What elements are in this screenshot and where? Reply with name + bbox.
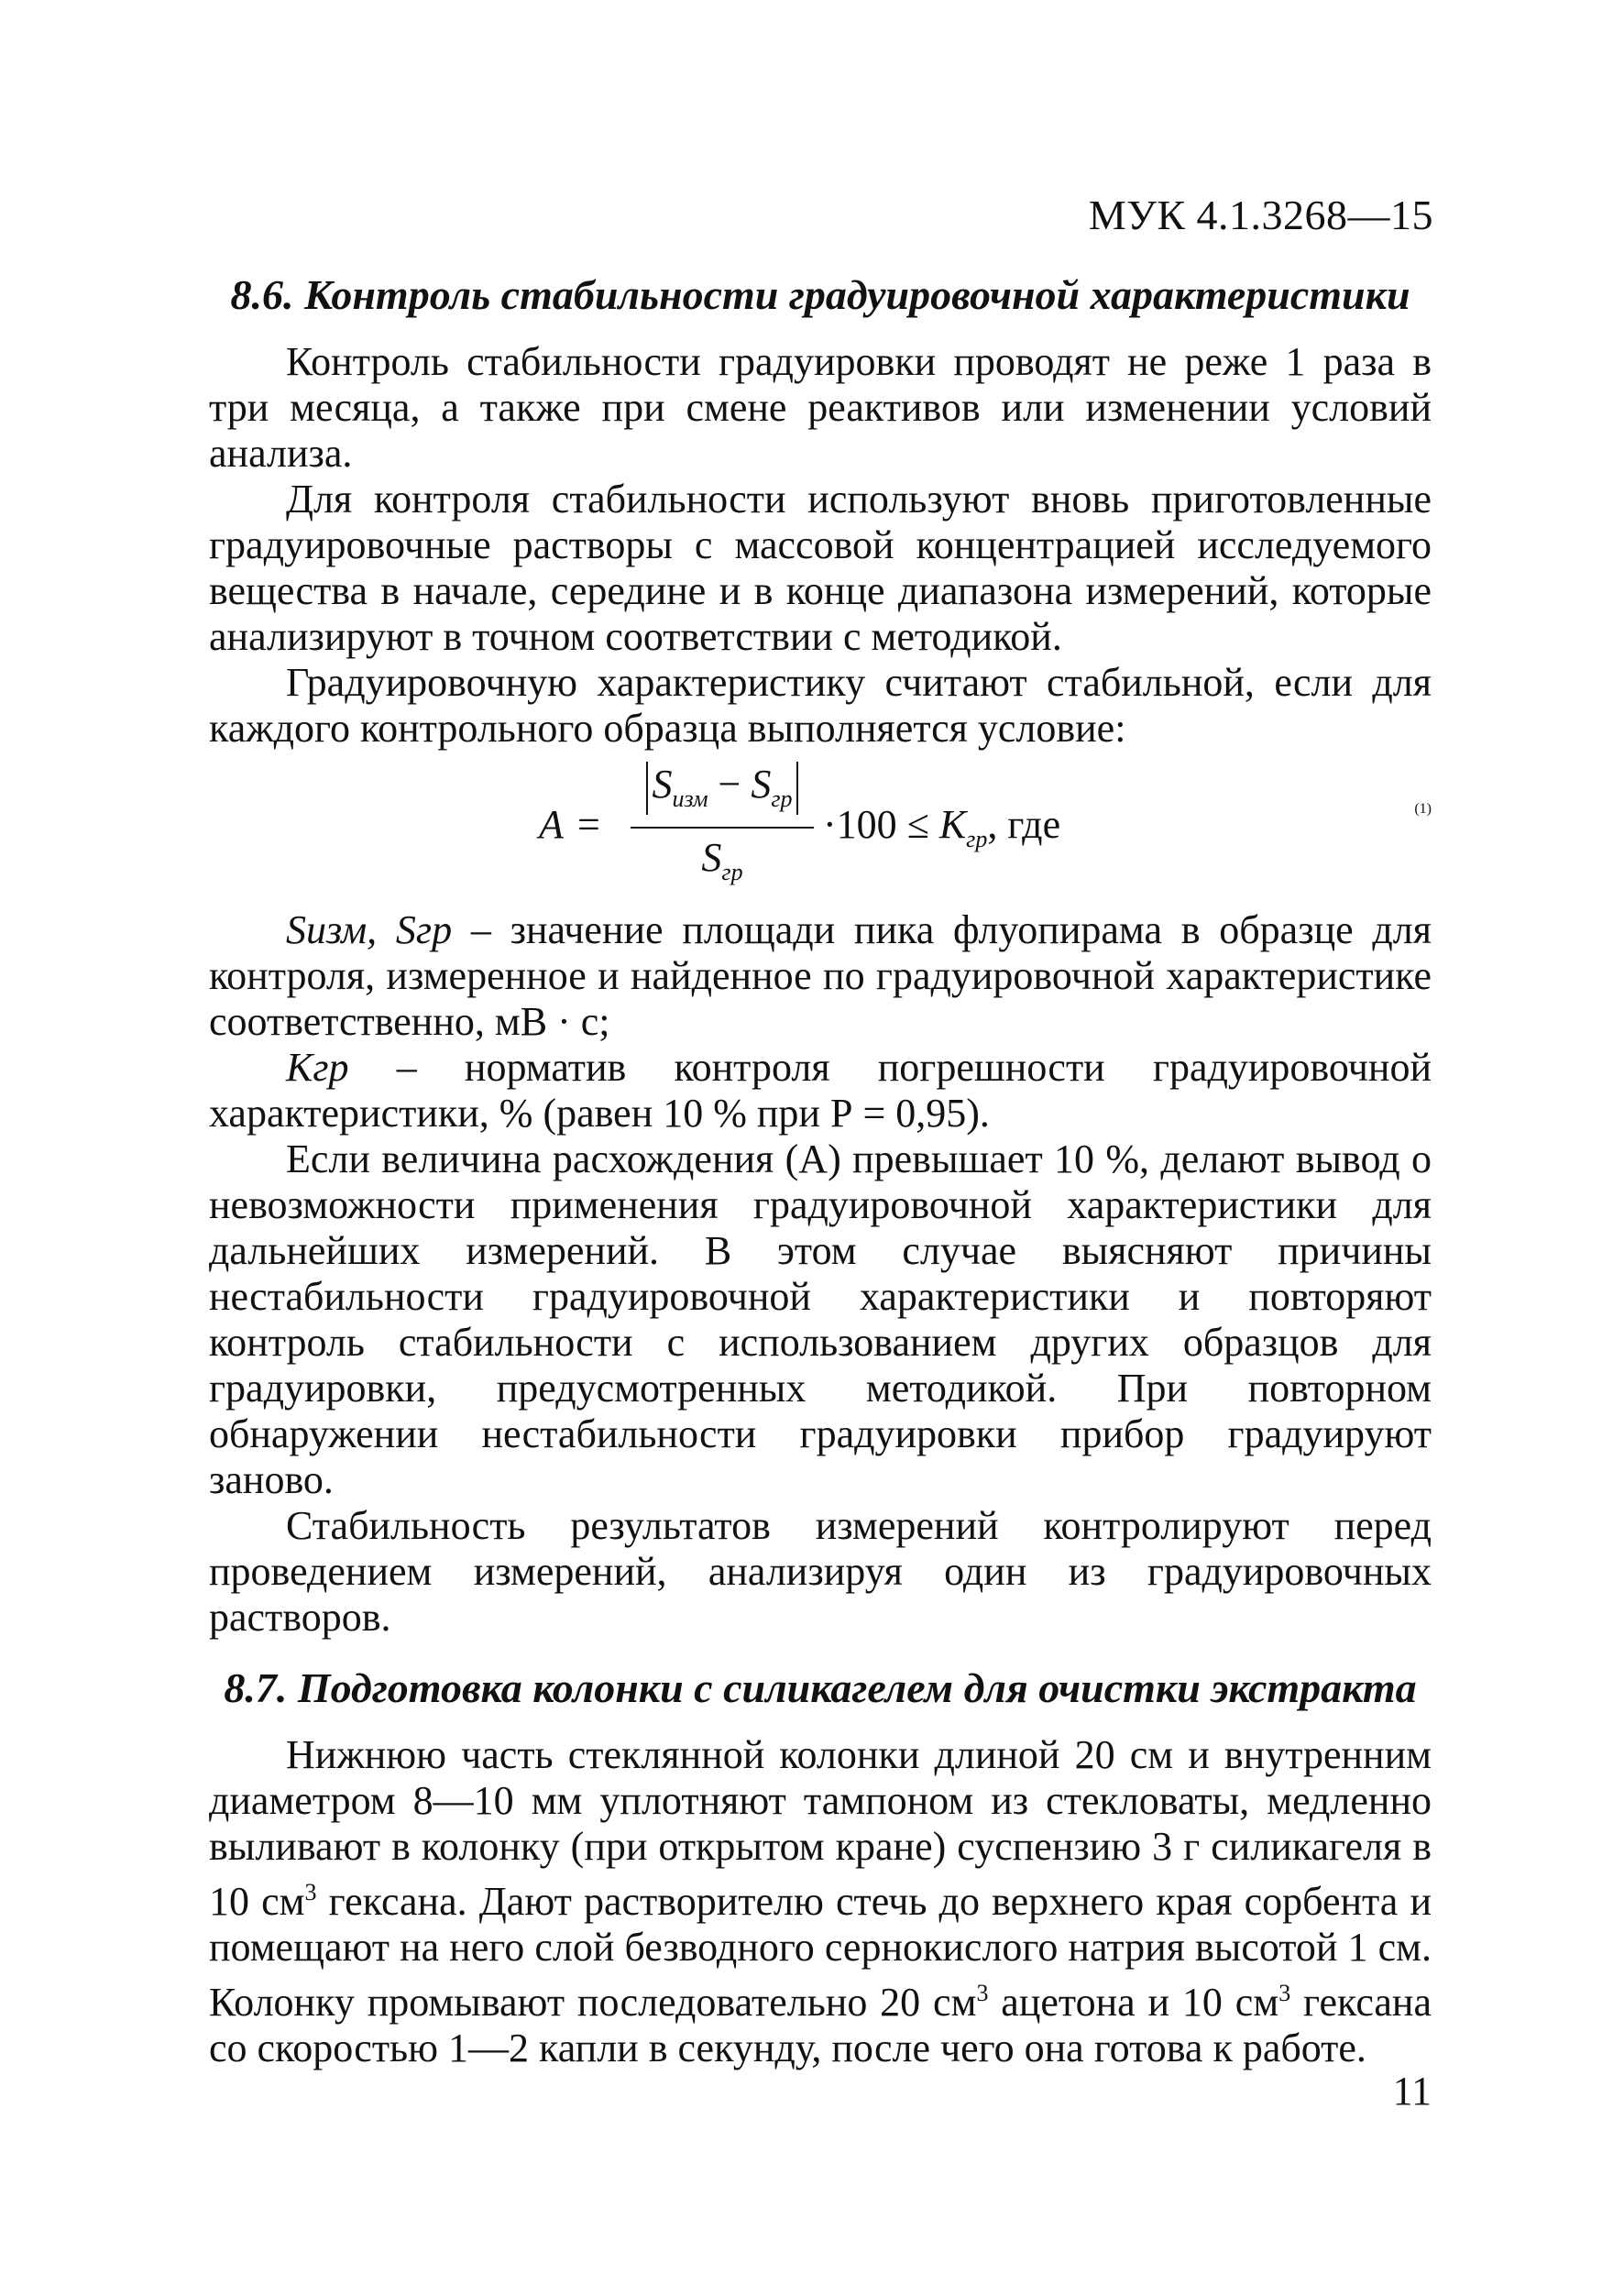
section-title-8-6: 8.6. Контроль стабильности градуировочной характеристики [230, 271, 1410, 318]
paragraph: Контроль стабильности градуировки проводят не реже 1 раза в три месяца, а также при смене реактивов или изменении условий анализа. [209, 339, 1432, 476]
formula-fraction [631, 759, 814, 896]
formula-1 [209, 759, 1432, 896]
paragraph: Для контроля стабильности используют вновь приготовленные градуировочные растворы с массовой концентрацией исследуемого вещества в начале, середине и в конце диапазона измерений, которые анализируют в точном соответствии с методикой. [209, 477, 1432, 659]
fraction-denominator: $S_{гр}$ [701, 835, 743, 885]
page-content [209, 268, 1432, 2071]
formula-equals: = [577, 802, 600, 847]
abs-bar-right [796, 762, 798, 815]
formula-expression [539, 759, 1180, 896]
equation-number: (1) [1414, 801, 1432, 817]
section-title-8-7: 8.7. Подготовка колонки с силикагелем для очистки экстракта [224, 1664, 1417, 1711]
paragraph: Стабильность результатов измерений контролируют перед проведением измерений, анализируя один из градуировочных растворов. [209, 1503, 1432, 1640]
fraction-numerator: $S_{изм} - S_{гр}$ [631, 761, 814, 815]
paragraph: Если величина расхождения (A) превышает 10 %, делают вывод о невозможности применения градуировочной характеристики для дальнейших измерений. В этом случае выясняют причины нестабильности градуировочной характеристики и повторяют контроль стабильности с использованием других образцов для градуировки, предусмотренных методикой. При повторном обнаружении нестабильности градуировки прибор градуируют заново. [209, 1136, 1432, 1502]
abs-bar-left [646, 762, 648, 815]
fraction-line [631, 827, 814, 829]
document-code: МУК 4.1.3268—15 [1088, 192, 1433, 238]
paragraph: Градуировочную характеристику считают стабильной, если для каждого контрольного образца выполняется условие: [209, 660, 1432, 751]
definition-paragraph: Kгр – норматив контроля погрешности градуировочной характеристики, % (равен 10 % при Р = 0,95). [209, 1045, 1432, 1136]
formula-rest: $\cdot 100 \le K_{гр}$, где [823, 802, 1061, 852]
paragraph: Нижнюю часть стеклянной колонки длиной 20 см и внутренним диаметром 8—10 мм уплотняют тампоном из стекловаты, медленно выливают в колонку (при открытом кране) суспензию 3 г силикагеля в 10 $см^3$ гексана. Дают растворителю стечь до верхнего края сорбента и помещают на него слой безводного сернокислого натрия высотой 1 см. Колонку промывают последовательно 20 $см^3$ ацетона и 10 $см^3$ гексана со скоростью 1—2 капли в секунду, после чего она готова к работе. [209, 1732, 1432, 2070]
page-number: 11 [1392, 2069, 1432, 2114]
definition-paragraph: Sизм, Sгр – значение площади пика флуопирама в образце для контроля, измеренное и найденное по градуировочной характеристике соответственно, мВ · с; [209, 907, 1432, 1044]
formula-lhs: A [539, 802, 564, 847]
